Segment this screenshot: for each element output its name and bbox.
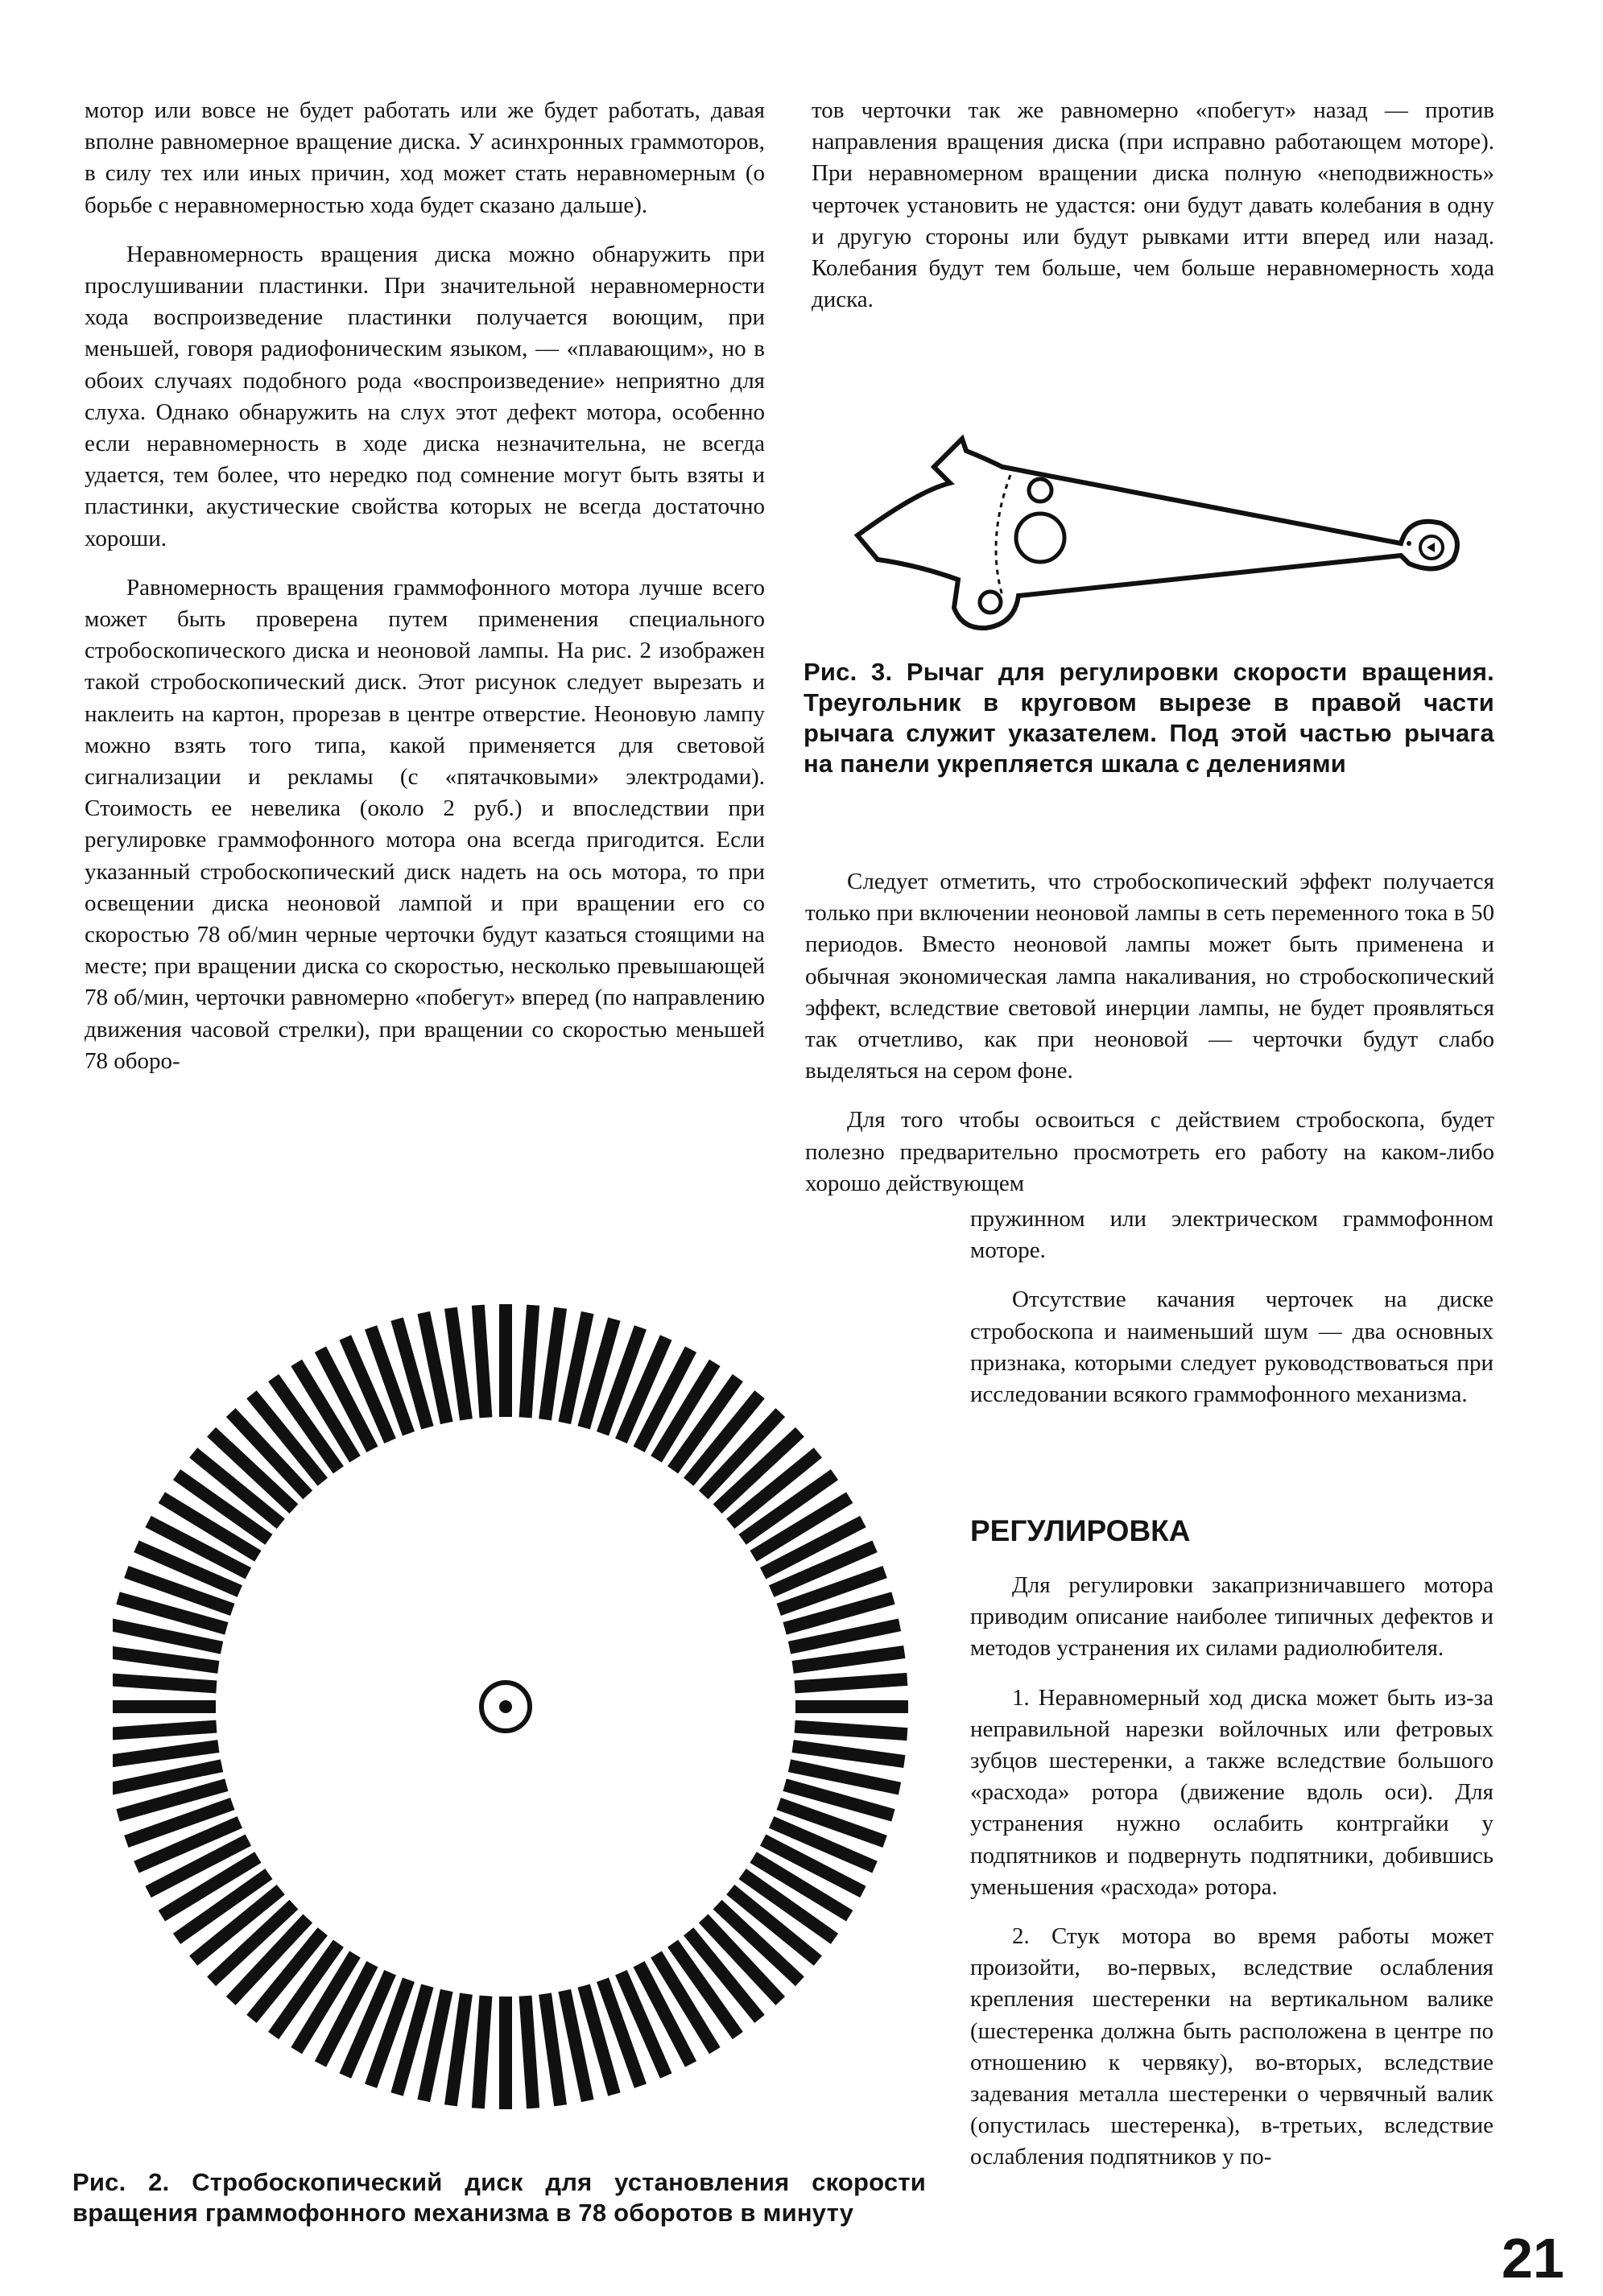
paragraph: 2. Стук мотора во время работы может произойти, во-первых, вследствие ослабления крепления шестеренки на вертикальном валике (шестеренка должна быть расположена в центре по отношению к червяку), во-вторых, вследствие задевания металла шестеренки о червячный валик (опустилась шестеренка), в-третьих, вследствие ослабления подпятников у по- bbox=[970, 1923, 1494, 2170]
paragraph: Отсутствие качания черточек на диске стробоскопа и наименьший шум — два основных признака, которыми следует руководствоваться при исследовании всякого граммофонного механизма. bbox=[970, 1286, 1494, 1408]
lever-dashed-line bbox=[996, 475, 1010, 596]
triangle-pointer-icon bbox=[1427, 543, 1435, 552]
stroboscope-stripe bbox=[795, 1727, 907, 1735]
fig2-caption: Рис. 2. Стробоскопический диск для установления скорости вращения граммофонного механизма в 78 оборотов в минуту bbox=[72, 2168, 926, 2227]
narrow-column-text bbox=[970, 1204, 1494, 1428]
stroboscope-stripe bbox=[478, 1305, 486, 1418]
lever-hole-top bbox=[1029, 479, 1051, 502]
stroboscope-stripe bbox=[545, 1994, 560, 2106]
right-column-text-mid bbox=[805, 866, 1494, 1217]
paragraph: Для регулировки закапризничавшего мотора приводим описание наиболее типичных дефектов и методов устранения их силами радиолюбителя. bbox=[970, 1572, 1494, 1662]
stroboscope-stripe bbox=[451, 1308, 466, 1420]
paragraph: Следует отметить, что стробоскопический эффект получается только при включении неоновой лампы в сеть переменного тока в 50 периодов. Вместо неоновой лампы может быть применена и обычная экономическая лампа накаливания, но стробоскопический эффект, вследствие световой инерции лампы, не будет проявляться так отчетливо, как при неоновой — черточки будут слабо выделяться на сером фоне. bbox=[805, 869, 1494, 1084]
lever-hole-center bbox=[1016, 514, 1064, 562]
stroboscope-stripe bbox=[526, 1996, 534, 2108]
page-number: 21 bbox=[1502, 2227, 1564, 2290]
stroboscope-stripe bbox=[795, 1679, 907, 1687]
paragraph: Неравномерность вращения диска можно обнаружить при прослушивании пластинки. При значительной неравномерности хода воспроизведение пластинки получается воющим, при меньшей, говоря радиофоническим языком, — «плавающим», но в обоих случаях подобного рода «воспроизведение» неприятно для слуха. Однако обнаружить на слух этот дефект мотора, особенно если неравномерность в ходе диска незначительна, не всегда удается, тем более, что нередко под сомнение могут быть взяты и пластинки, акустические свойства которых не всегда достаточно хороши. bbox=[85, 241, 765, 551]
section-heading: РЕГУЛИРОВКА bbox=[970, 1514, 1191, 1547]
stroboscope-stripe bbox=[451, 1994, 466, 2106]
fig3-caption: Рис. 3. Рычаг для регулировки скорости вращения. Треугольник в круговом вырезе в правой части рычага служит указателем. Под этой частью рычага на панели укрепляется шкала с делениями bbox=[804, 658, 1494, 778]
paragraph: 1. Неравномерный ход диска может быть из-за неправильной нарезки войлочных или фетровых зубцов шестеренки, а также вследствие большого «расхода» ротора (движение вдоль оси). Для устранения нужно ослабить контргайки у подпятников и подвернуть подпятники, добившись уменьшения «расхода» ротора. bbox=[970, 1684, 1494, 1900]
paragraph: мотор или вовсе не будет работать или же будет работать, давая вполне равномерное вращение диска. У асинхронных граммоторов, в силу тех или иных причин, ход может стать неравномерным (о борьбе с неравномерностью хода будет сказано дальше). bbox=[85, 97, 765, 218]
stroboscope-stripe bbox=[478, 1996, 486, 2108]
stroboscope-stripe bbox=[545, 1308, 560, 1420]
paragraph: Равномерность вращения граммофонного мотора лучше всего может быть проверена путем применения специального стробоскопического диска и неоновой лампы. На рис. 2 изображен такой стробоскопический диск. Этот рисунок следует вырезать и наклеить на картон, прорезав в центре отверстие. Неоновую лампу можно взять того типа, какой применяется для световой сигнализации и рекламы (с «пятачковыми» электродами). Стоимость ее невелика (около 2 руб.) и впоследствии при регулировке граммофонного мотора она всегда пригодится. Если указанный стробоскопический диск надеть на ось мотора, то при освещении диска неоновой лампой и при вращении его со скоростью 78 об/мин черные черточки будут казаться стоящими на месте; при вращении диска со скоростью, несколько превышающей 78 об/мин, черточки равномерно «побегут» вперед (по направлению движения часовой стрелки), при вращении со скоростью меньшей 78 оборо- bbox=[85, 574, 765, 1074]
stroboscope-stripe bbox=[113, 1727, 217, 1735]
stroboscope-stripe bbox=[526, 1305, 534, 1418]
stroboscope-stripe bbox=[113, 1652, 218, 1667]
paragraph: пружинном или электрическом граммофонном моторе. bbox=[970, 1206, 1494, 1264]
paragraph: Для того чтобы освоиться с действием стробоскопа, будет полезно предварительно просмотреть его работу на каком-либо хорошо действующем bbox=[805, 1107, 1494, 1196]
fig3-lever-figure bbox=[845, 394, 1489, 636]
left-column-text bbox=[85, 95, 765, 1095]
lever-dot bbox=[1407, 541, 1411, 546]
stroboscope-stripe bbox=[113, 1746, 218, 1761]
stroboscope-stripe bbox=[113, 1679, 217, 1687]
right-column-text-top bbox=[812, 95, 1494, 333]
stroboscope-stripe bbox=[793, 1746, 905, 1761]
stroboscope-stripe bbox=[793, 1652, 905, 1667]
narrow-column-text-bottom bbox=[970, 1570, 1494, 2191]
fig2-stroboscope-disk bbox=[113, 1240, 918, 2117]
paragraph: тов черточки так же равномерно «побегут» назад — против направления вращения диска (при исправно работающем моторе). При неравномерном вращении диска полную «неподвижность» черточек установить не удастся: они будут давать колебания в одну и другую стороны или будут рывками итти вперед или назад. Колебания будут тем больше, чем больше неравномерность хода диска. bbox=[812, 97, 1494, 313]
lever-hole-bottom bbox=[980, 592, 1001, 613]
lever-outline bbox=[857, 439, 1457, 628]
disk-center-dot bbox=[499, 1700, 512, 1713]
